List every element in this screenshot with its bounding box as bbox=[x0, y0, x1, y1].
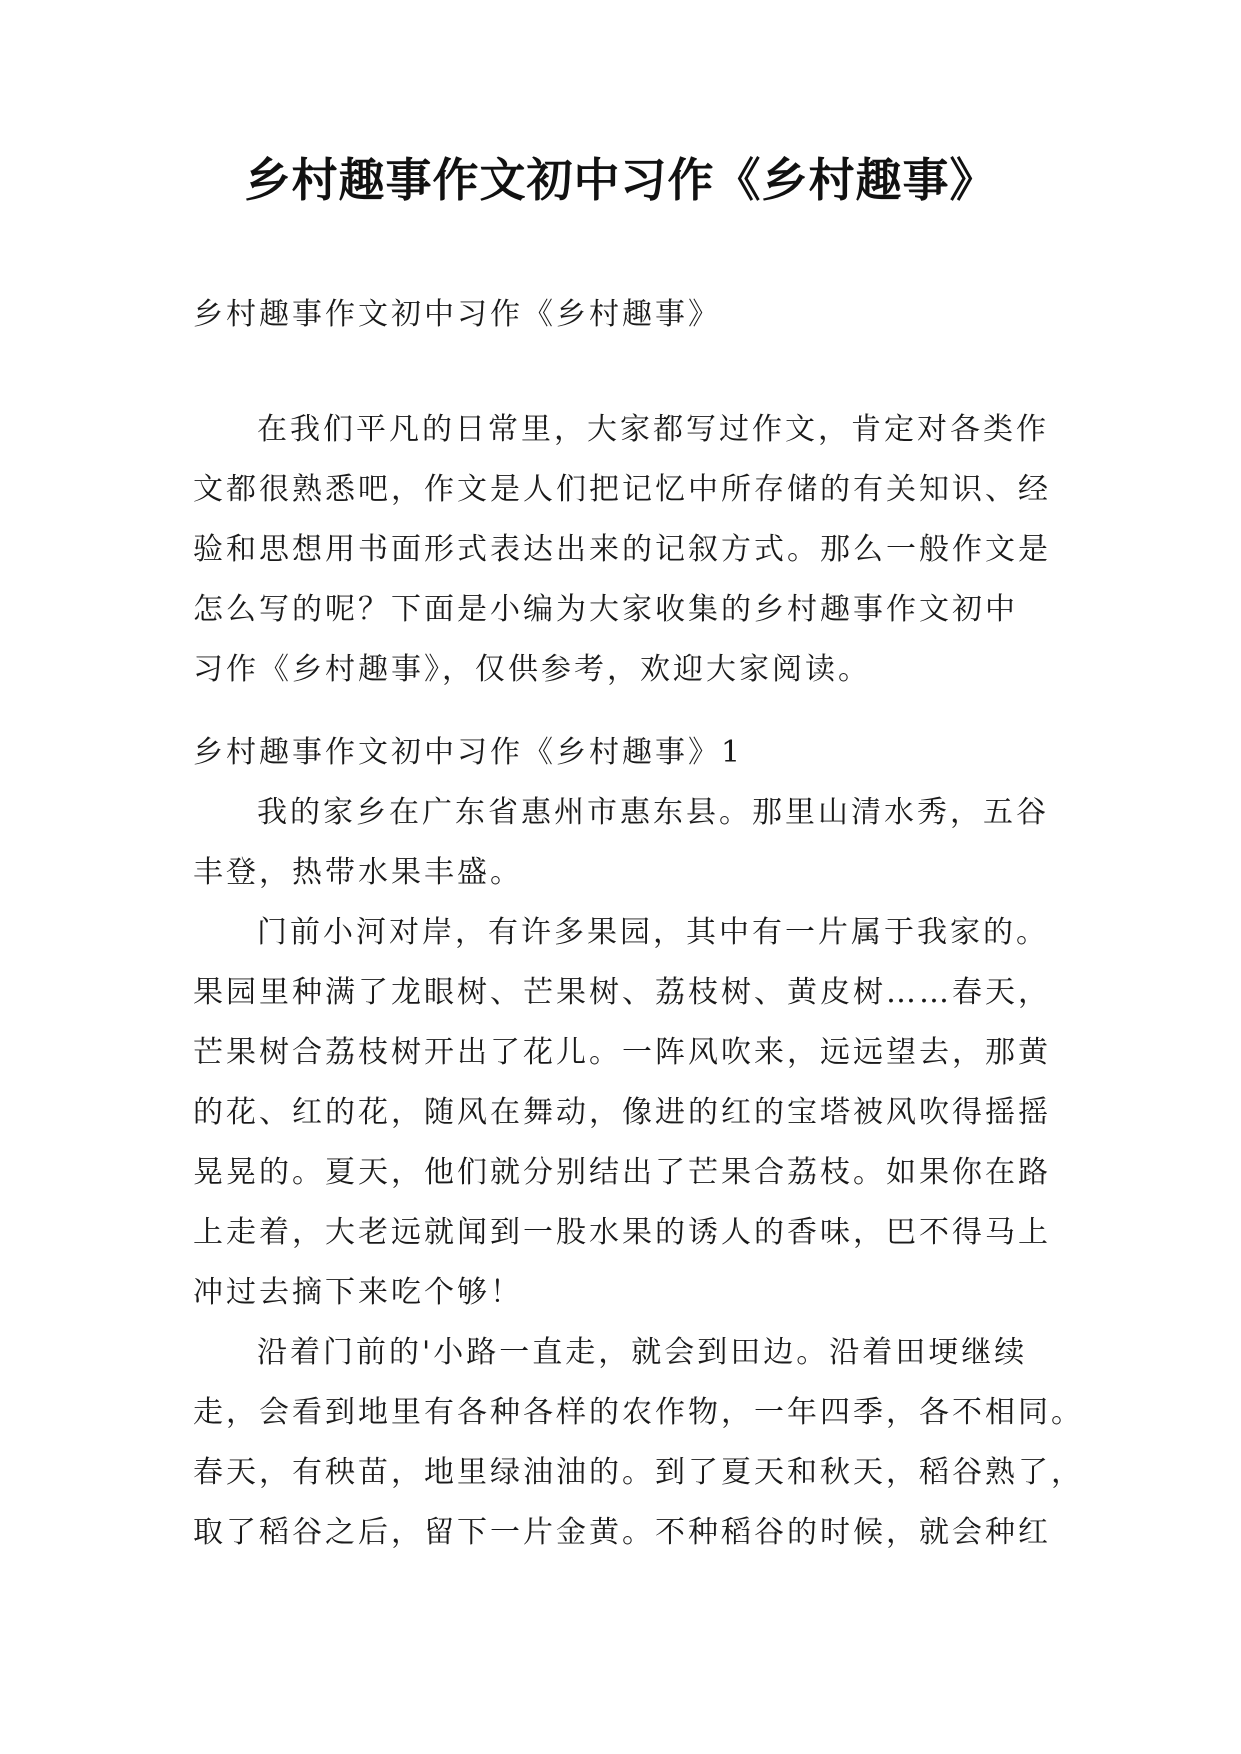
essay-line: 果园里种满了龙眼树、芒果树、荔枝树、黄皮树……春天， bbox=[193, 975, 1051, 1010]
essay-line: 晃晃的。夏天，他们就分别结出了芒果合荔枝。如果你在路 bbox=[193, 1155, 1051, 1190]
essay-line: 取了稻谷之后，留下一片金黄。不种稻谷的时候，就会种红 bbox=[193, 1515, 1051, 1550]
intro-line: 习作《乡村趣事》，仅供参考，欢迎大家阅读。 bbox=[193, 652, 871, 687]
essay-body bbox=[193, 783, 1084, 1563]
essay-line: 沿着门前的'小路一直走，就会到田边。沿着田埂继续 bbox=[257, 1335, 1028, 1370]
intro-paragraph bbox=[193, 400, 1053, 700]
essay-line: 我的家乡在广东省惠州市惠东县。那里山清水秀，五谷 bbox=[257, 795, 1049, 830]
essay-line: 丰登，热带水果丰盛。 bbox=[193, 855, 523, 890]
essay-line: 的花、红的花，随风在舞动，像进的红的宝塔被风吹得摇摇 bbox=[193, 1095, 1051, 1130]
essay-line: 上走着，大老远就闻到一股水果的诱人的香味，巴不得马上 bbox=[193, 1215, 1051, 1250]
intro-line: 验和思想用书面形式表达出来的记叙方式。那么一般作文是 bbox=[193, 532, 1051, 567]
page-title: 乡村趣事作文初中习作《乡村趣事》 bbox=[244, 153, 997, 207]
intro-line: 在我们平凡的日常里，大家都写过作文，肯定对各类作 bbox=[257, 412, 1049, 447]
essay-line: 芒果树合荔枝树开出了花儿。一阵风吹来，远远望去，那黄 bbox=[193, 1035, 1051, 1070]
intro-line: 文都很熟悉吧，作文是人们把记忆中所存储的有关知识、经 bbox=[193, 472, 1051, 507]
essay-line: 春天，有秧苗，地里绿油油的。到了夏天和秋天，稻谷熟了， bbox=[193, 1455, 1084, 1490]
essay-line: 门前小河对岸，有许多果园，其中有一片属于我家的。 bbox=[257, 915, 1049, 950]
essay-line: 冲过去摘下来吃个够！ bbox=[193, 1275, 523, 1310]
essay-line: 走，会看到地里有各种各样的农作物，一年四季，各不相同。 bbox=[193, 1395, 1084, 1430]
section-heading: 乡村趣事作文初中习作《乡村趣事》1 bbox=[193, 735, 744, 770]
intro-line: 怎么写的呢？下面是小编为大家收集的乡村趣事作文初中 bbox=[193, 592, 1018, 627]
document-subtitle: 乡村趣事作文初中习作《乡村趣事》 bbox=[193, 297, 721, 332]
